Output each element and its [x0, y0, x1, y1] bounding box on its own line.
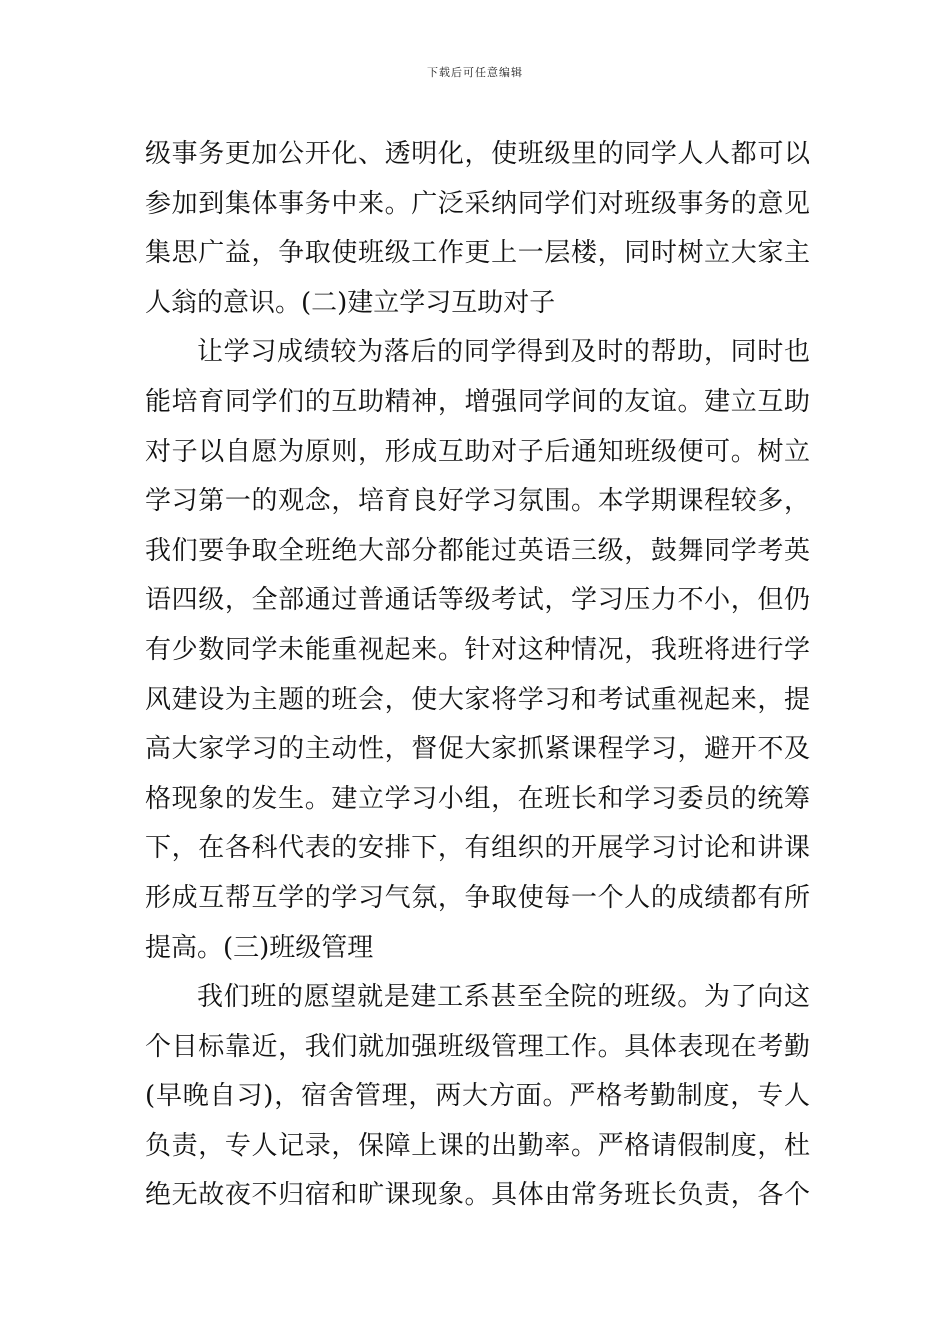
text-line: 绝无故夜不归宿和旷课现象。具体由常务班长负责，各个: [145, 1180, 810, 1211]
text-line: 能培育同学们的互助精神，增强同学间的友谊。建立互助: [145, 386, 810, 417]
document-body: [145, 130, 810, 1221]
text-line: 学习第一的观念，培育良好学习氛围。本学期课程较多，: [145, 486, 810, 517]
text-line: 个目标靠近，我们就加强班级管理工作。具体表现在考勤: [145, 1031, 810, 1062]
text-line: 语四级，全部通过普通话等级考试，学习压力不小，但仍: [145, 585, 810, 616]
text-line: 级事务更加公开化、透明化，使班级里的同学人人都可以: [145, 139, 810, 169]
text-line: 我们要争取全班绝大部分都能过英语三级，鼓舞同学考英: [145, 535, 810, 566]
text-line: 提高。(三)班级管理: [145, 932, 374, 963]
text-line: 我们班的愿望就是建工系甚至全院的班级。为了向这: [197, 982, 810, 1013]
text-line: 对子以自愿为原则，形成互助对子后通知班级便可。树立: [145, 436, 810, 467]
text-line: 下，在各科代表的安排下，有组织的开展学习讨论和讲课: [145, 833, 810, 864]
text-line: 格现象的发生。建立学习小组，在班长和学习委员的统筹: [145, 783, 810, 814]
text-line: 参加到集体事务中来。广泛采纳同学们对班级事务的意见: [145, 188, 810, 219]
text-line: 形成互帮互学的学习气氛，争取使每一个人的成绩都有所: [145, 882, 810, 913]
text-line: (早晚自习)，宿舍管理，两大方面。严格考勤制度，专人: [145, 1081, 810, 1112]
text-line: 让学习成绩较为落后的同学得到及时的帮助，同时也: [197, 337, 810, 368]
page-header: 下载后可任意编辑: [427, 66, 523, 79]
text-line: 人翁的意识。(二)建立学习互助对子: [145, 287, 556, 318]
text-line: 风建设为主题的班会，使大家将学习和考试重视起来，提: [145, 684, 810, 715]
text-line: 高大家学习的主动性，督促大家抓紧课程学习，避开不及: [145, 734, 810, 765]
text-line: 负责，专人记录，保障上课的出勤率。严格请假制度，杜: [145, 1130, 810, 1161]
text-line: 有少数同学未能重视起来。针对这种情况，我班将进行学: [145, 634, 810, 665]
text-line: 集思广益，争取使班级工作更上一层楼，同时树立大家主: [145, 238, 810, 269]
